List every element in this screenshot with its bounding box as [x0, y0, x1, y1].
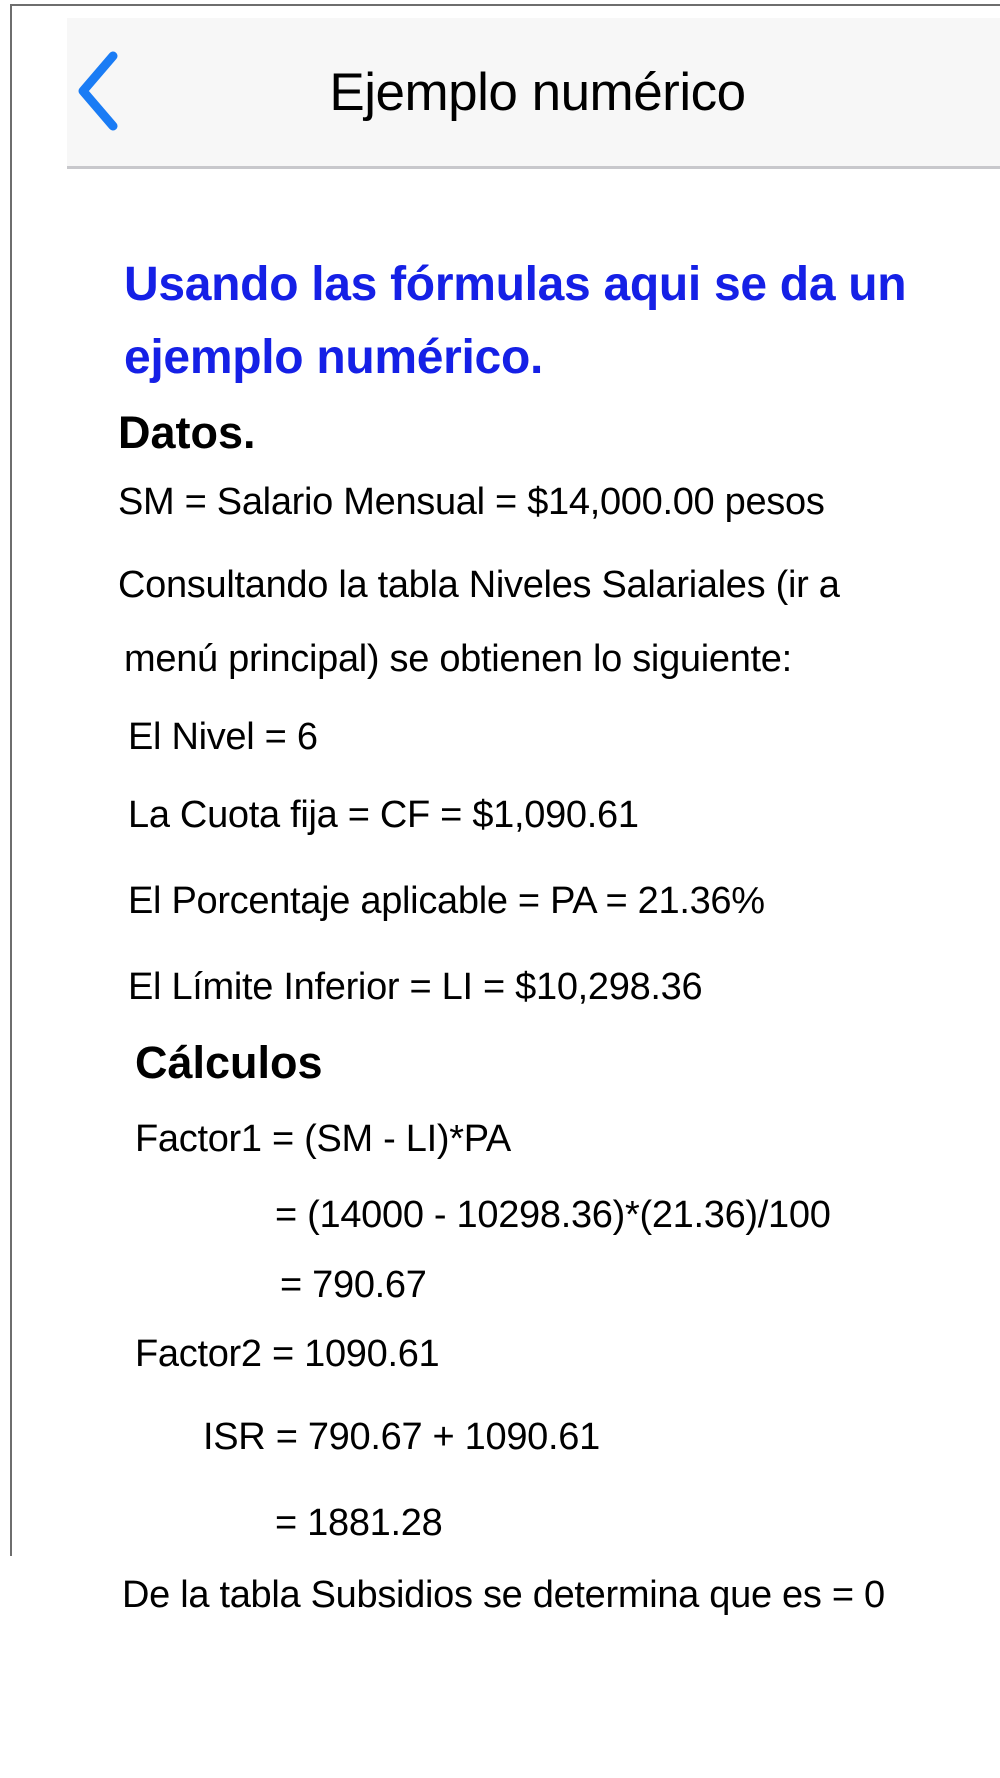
screenshot-frame-left [10, 4, 12, 1556]
navigation-bar [67, 18, 1000, 169]
factor1-result: = 790.67 [280, 1264, 427, 1306]
page-title: Ejemplo numérico [329, 63, 746, 122]
intro-text: Usando las fórmulas aqui se da un ejemplo numérico. [124, 258, 907, 384]
subsidio-line: De la tabla Subsidios se determina que es = 0 [122, 1574, 885, 1616]
isr-result: = 1881.28 [275, 1502, 443, 1544]
screenshot-frame-top [10, 4, 1000, 6]
factor2-line: Factor2 = 1090.61 [135, 1333, 440, 1375]
factor1-formula: Factor1 = (SM - LI)*PA [135, 1118, 511, 1160]
calculos-heading: Cálculos [135, 1037, 323, 1088]
factor1-substitution: = (14000 - 10298.36)*(21.36)/100 [275, 1194, 831, 1236]
porcentaje-line: El Porcentaje aplicable = PA = 21.36% [128, 880, 765, 922]
datos-heading: Datos. [118, 407, 256, 458]
isr-formula: ISR = 790.67 + 1090.61 [203, 1416, 600, 1458]
cuota-line: La Cuota fija = CF = $1,090.61 [128, 794, 639, 836]
consulta-line-1: Consultando la tabla Niveles Salariales (ir a [118, 564, 840, 606]
consulta-line-2: menú principal) se obtienen lo siguiente: [124, 638, 792, 680]
salario-line: SM = Salario Mensual = $14,000.00 pesos [118, 481, 825, 523]
limite-line: El Límite Inferior = LI = $10,298.36 [128, 966, 703, 1008]
nivel-line: El Nivel = 6 [128, 716, 318, 758]
